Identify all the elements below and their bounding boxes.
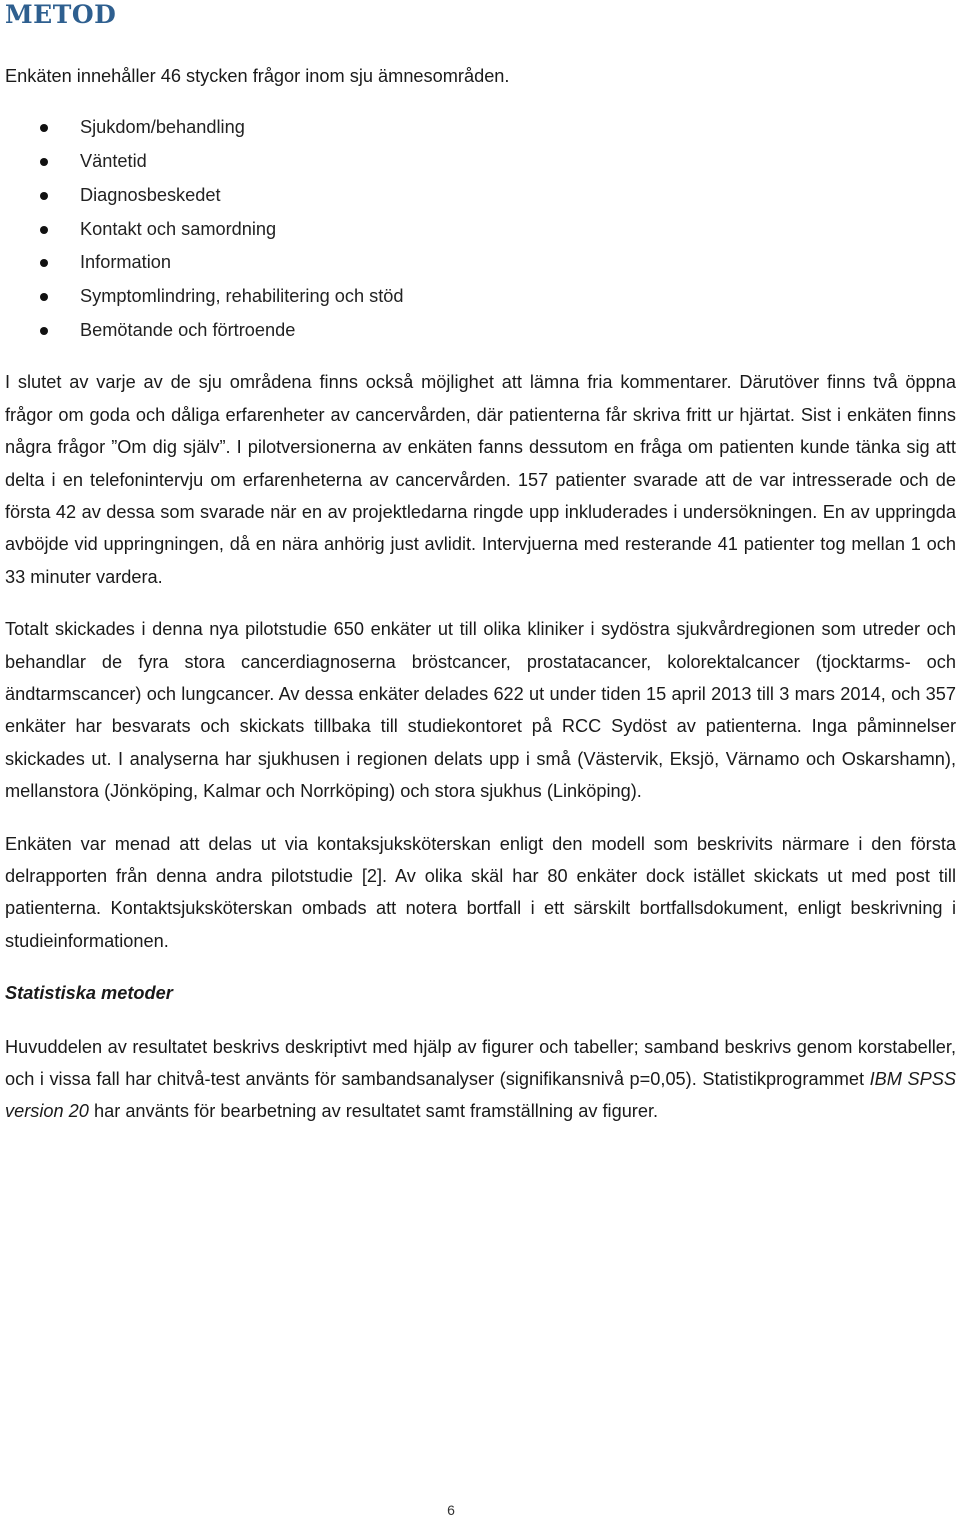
software-name: IBM SPSS version 20	[5, 1069, 956, 1122]
bullet-icon	[40, 327, 48, 335]
list-item-label: Kontakt och samordning	[80, 218, 277, 239]
page-number: 6	[447, 1502, 455, 1518]
paragraph-comments: I slutet av varje av de sju områdena finns också möjlighet att lämna fria kommentarer. Därutöver finns två öppna frågor om goda och dåliga erfarenheter av cancervården, där patienterna får skriva fritt ur hjärtat. Sist i enkäten finns några frågor ”Om dig själv”. I pilotversionerna av enkäten fanns dessutom en fråga om patienten kunde tänka sig att delta i en telefonintervju om erfarenheterna av cancervården. 157 patienter svarade att de var intresserade och de första 42 av dessa som svarade när en av projektledarna ringde upp inkluderades i undersökningen. En av uppringda avböjde vid uppringningen, då en nära anhörig just avlidit. Intervjuerna med resterande 41 patienter tog mellan 1 och 33 minuter vardera.	[5, 372, 956, 587]
topic-list	[5, 111, 956, 347]
list-item	[5, 179, 956, 213]
list-item-label: Diagnosbeskedet	[80, 184, 221, 205]
list-item	[5, 213, 956, 247]
intro-text: Enkäten innehåller 46 stycken frågor inom sju ämnesområden.	[5, 66, 510, 86]
list-item-label: Bemötande och förtroende	[80, 319, 296, 340]
list-item	[5, 246, 956, 280]
bullet-icon	[40, 192, 48, 200]
section-title: METOD	[5, 0, 117, 29]
document-page	[5, 0, 956, 1128]
paragraph-distribution: Totalt skickades i denna nya pilotstudie 650 enkäter ut till olika kliniker i sydöstra sjukvårdregionen som utreder och behandlar de fyra stora cancerdiagnoserna bröstcancer, prostatacancer, kolorektalcancer (tjocktarms- och ändtarmscancer) och lungcancer. Av dessa enkäter delades 622 ut under tiden 15 april 2013 till 3 mars 2014, och 357 enkäter har besvarats och skickats tillbaka till studiekontoret på RCC Sydöst av patienterna. Inga påminnelser skickades ut. I analyserna har sjukhusen i regionen delats upp i små (Västervik, Eksjö, Värnamo och Oskarshamn), mellanstora (Jönköping, Kalmar och Norrköping) och stora sjukhus (Linköping).	[5, 619, 956, 802]
paragraph-statistics	[5, 1031, 956, 1128]
paragraph-nurse-distribution: Enkäten var menad att delas ut via kontaksjuksköterskan enligt den modell som beskrivits närmare i den första delrapporten från denna andra pilotstudie [2]. Av olika skäl har 80 enkäter dock istället skickats ut med post till patienterna. Kontaktsjuksköterskan ombads att notera bortfall i ett särskilt bortfallsdokument, enligt beskrivning i studieinformationen.	[5, 833, 956, 951]
list-item	[5, 111, 956, 145]
bullet-icon	[40, 226, 48, 234]
bullet-icon	[40, 124, 48, 132]
bullet-icon	[40, 158, 48, 166]
list-item-label: Sjukdom/behandling	[80, 117, 245, 138]
subsection-heading: Statistiska metoder	[5, 983, 173, 1004]
list-item-label: Information	[80, 252, 171, 273]
list-item-label: Symptomlindring, rehabilitering och stöd	[80, 285, 404, 306]
list-item	[5, 280, 956, 314]
statistics-text-start: Huvuddelen av resultatet beskrivs deskriptivt med hjälp av figurer och tabeller; samband beskrivs genom korstabeller, och i vissa fall har chitvå-test använts för sambandsanalyser (signifikansnivå p=0,05). Statistikprogrammet	[5, 1036, 956, 1090]
list-item-label: Väntetid	[80, 151, 147, 172]
list-item	[5, 314, 956, 348]
bullet-icon	[40, 293, 48, 301]
bullet-icon	[40, 259, 48, 267]
statistics-text-end: har använts för bearbetning av resultatet samt framställning av figurer.	[88, 1101, 659, 1122]
list-item	[5, 145, 956, 179]
